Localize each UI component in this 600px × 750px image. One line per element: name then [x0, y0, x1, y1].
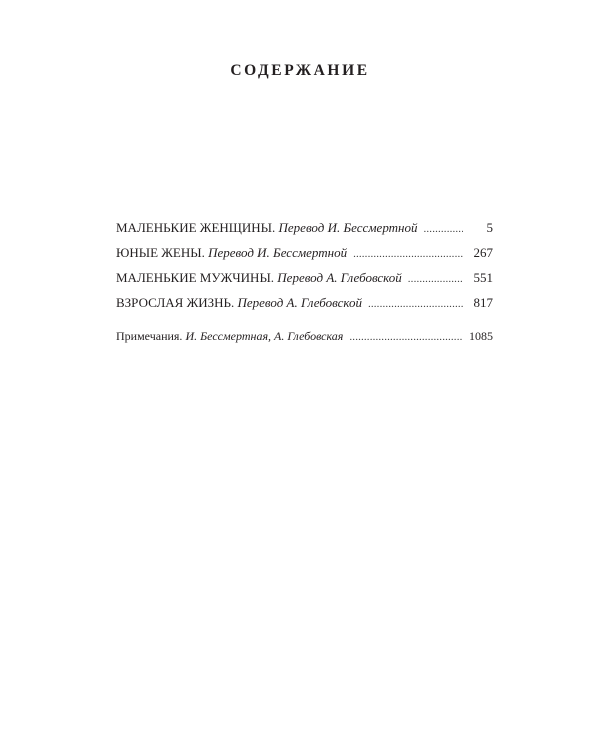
toc-entry-page: 5 — [486, 220, 493, 235]
toc-entry-translator: Перевод И. Бессмертной — [278, 220, 418, 235]
toc-entry-translator: И. Бессмертная, А. Глебовская — [185, 329, 344, 343]
toc-entry-page: 817 — [473, 295, 493, 310]
toc-entry-page: 1085 — [469, 329, 493, 343]
toc-entry-page: 267 — [473, 245, 493, 260]
toc-entry-translator: Перевод И. Бессмертной — [208, 245, 348, 260]
toc-entry-good-wives — [116, 245, 493, 261]
table-of-contents — [116, 220, 493, 353]
toc-entry-title: МАЛЕНЬКИЕ ЖЕНЩИНЫ. — [116, 220, 276, 235]
toc-entry-jos-boys — [116, 295, 493, 311]
toc-entry-little-women — [116, 220, 493, 236]
dot-leader — [408, 271, 463, 287]
toc-entry-title: ВЗРОСЛАЯ ЖИЗНЬ. — [116, 295, 235, 310]
toc-entry-translator: Перевод А. Глебовской — [277, 270, 402, 285]
toc-entry-page: 551 — [473, 270, 493, 285]
toc-entry-title: Примечания. — [116, 329, 183, 343]
dot-leader — [424, 221, 464, 237]
dot-leader — [368, 296, 463, 312]
toc-entry-notes — [116, 328, 493, 344]
dot-leader — [349, 329, 463, 345]
toc-entry-title: МАЛЕНЬКИЕ МУЖЧИНЫ. — [116, 270, 275, 285]
page-title: СОДЕРЖАНИЕ — [230, 62, 370, 79]
toc-entry-translator: Перевод А. Глебовской — [237, 295, 362, 310]
toc-entry-title: ЮНЫЕ ЖЕНЫ. — [116, 245, 205, 260]
dot-leader — [353, 246, 463, 262]
toc-entry-little-men — [116, 270, 493, 286]
